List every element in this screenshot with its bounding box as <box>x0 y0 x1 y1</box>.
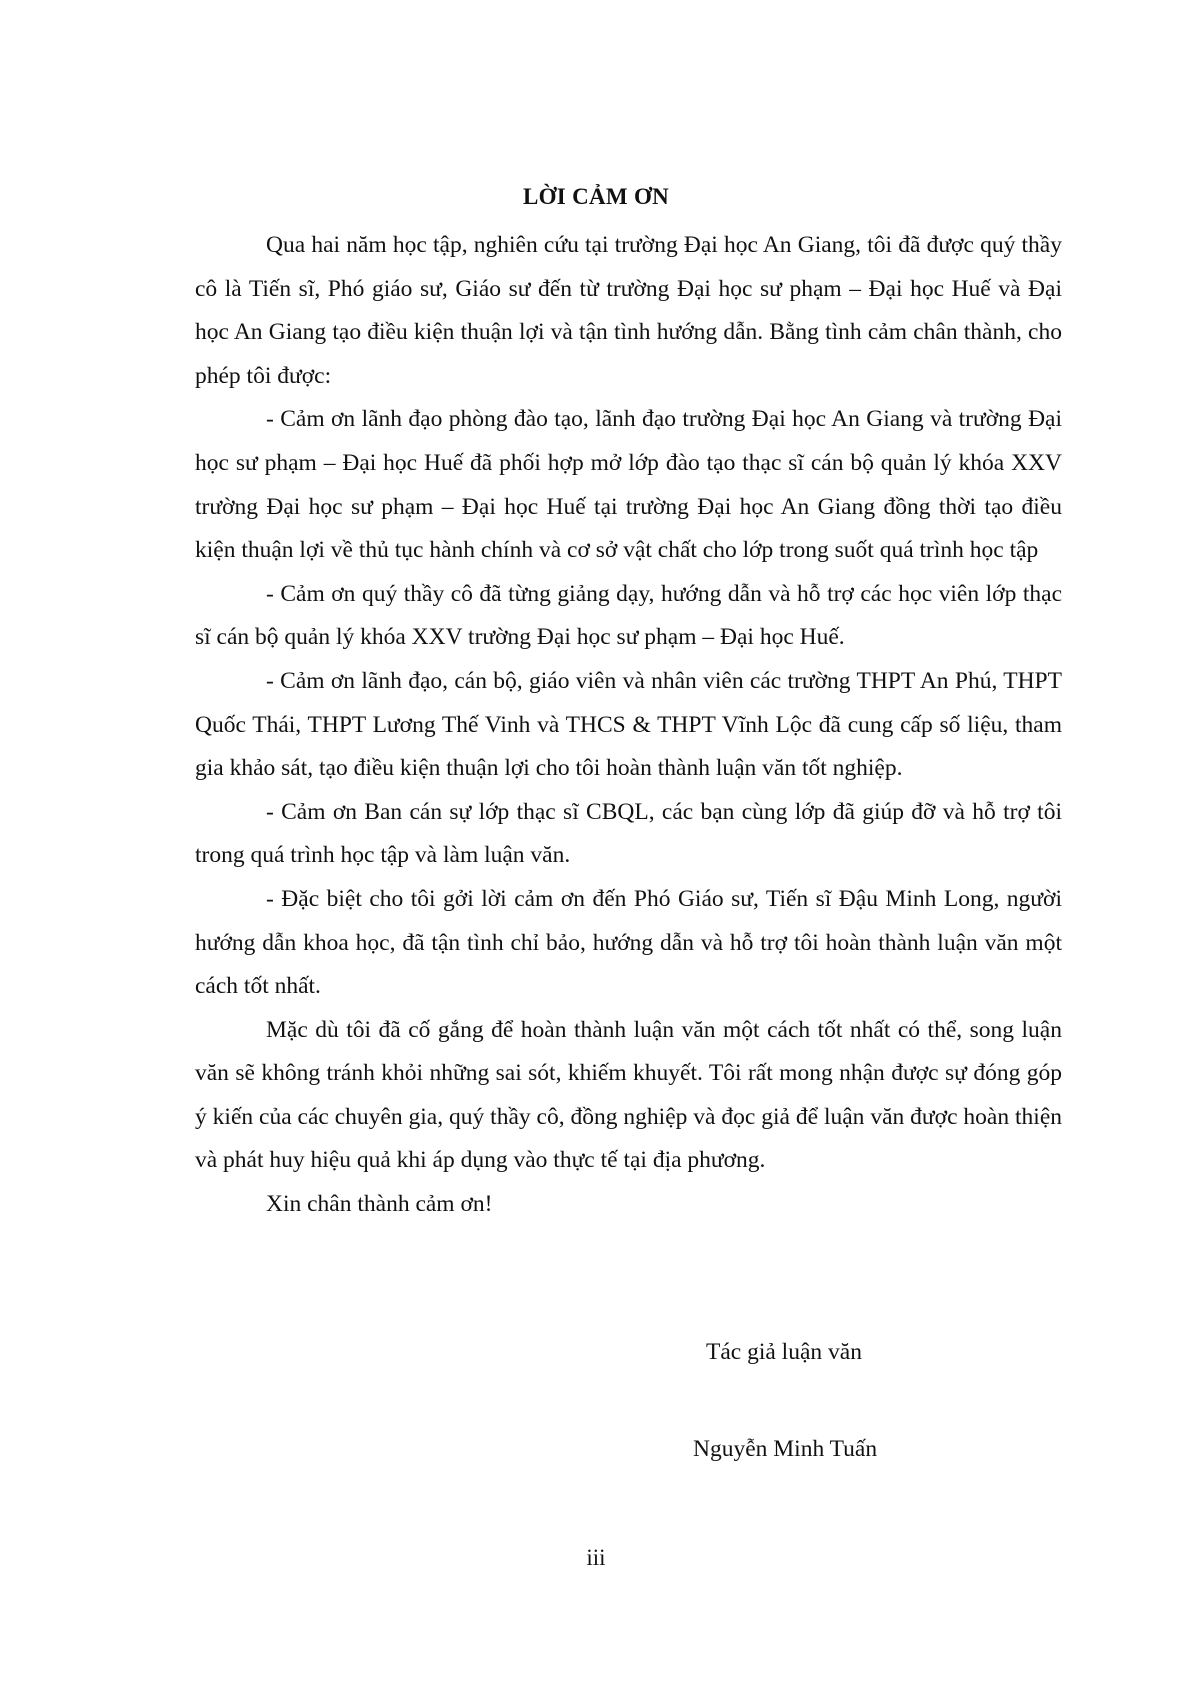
page-title: LỜI CẢM ƠN <box>522 184 670 209</box>
paragraph-thanks-supervisor: - Đặc biệt cho tôi gởi lời cảm ơn đến Phó Giáo sư, Tiến sĩ Đậu Minh Long, người hướng dẫn khoa học, đã tận tình chỉ bảo, hướng dẫn và hỗ trợ tôi hoàn thành luận văn một cách tốt nhất. <box>195 885 1062 1000</box>
paragraph-thanks-training-office: - Cảm ơn lãnh đạo phòng đào tạo, lãnh đạo trường Đại học An Giang và trường Đại học sư phạm – Đại học Huế đã phối hợp mở lớp đào tạo thạc sĩ cán bộ quản lý khóa XXV trường Đại học sư phạm – Đại học Huế tại trường Đại học An Giang đồng thời tạo điều kiện thuận lợi về thủ tục hành chính và cơ sở vật chất cho lớp trong suốt quá trình học tập <box>195 406 1062 564</box>
acknowledgement-body <box>195 224 1062 1227</box>
paragraph-intro: Qua hai năm học tập, nghiên cứu tại trường Đại học An Giang, tôi đã được quý thầy cô là Tiến sĩ, Phó giáo sư, Giáo sư đến từ trường Đại học sư phạm – Đại học Huế và Đại học An Giang tạo điều kiện thuận lợi và tận tình hướng dẫn. Bằng tình cảm chân thành, cho phép tôi được: <box>195 232 1062 389</box>
paragraph-thanks-schools: - Cảm ơn lãnh đạo, cán bộ, giáo viên và nhân viên các trường THPT An Phú, THPT Quốc Thái, THPT Lương Thế Vinh và THCS & THPT Vĩnh Lộc đã cung cấp số liệu, tham gia khảo sát, tạo điều kiện thuận lợi cho tôi hoàn thành luận văn tốt nghiệp. <box>195 667 1062 782</box>
signature-name: Nguyễn Minh Tuấn <box>693 1436 878 1462</box>
page-number: iii <box>586 1545 606 1570</box>
paragraph-final-thanks: Xin chân thành cảm ơn! <box>266 1191 493 1218</box>
signature-role: Tác giả luận văn <box>706 1339 862 1365</box>
paragraph-thanks-classmates: - Cảm ơn Ban cán sự lớp thạc sĩ CBQL, các bạn cùng lớp đã giúp đỡ và hỗ trợ tôi trong quá trình học tập và làm luận văn. <box>195 798 1062 869</box>
paragraph-thanks-teachers: - Cảm ơn quý thầy cô đã từng giảng dạy, hướng dẫn và hỗ trợ các học viên lớp thạc sĩ cán bộ quản lý khóa XXV trường Đại học sư phạm – Đại học Huế. <box>195 580 1062 651</box>
paragraph-closing: Mặc dù tôi đã cố gắng để hoàn thành luận văn một cách tốt nhất có thể, song luận văn sẽ không tránh khỏi những sai sót, khiếm khuyết. Tôi rất mong nhận được sự đóng góp ý kiến của các chuyên gia, quý thầy cô, đồng nghiệp và đọc giả để luận văn được hoàn thiện và phát huy hiệu quả khi áp dụng vào thực tế tại địa phương. <box>195 1016 1062 1174</box>
